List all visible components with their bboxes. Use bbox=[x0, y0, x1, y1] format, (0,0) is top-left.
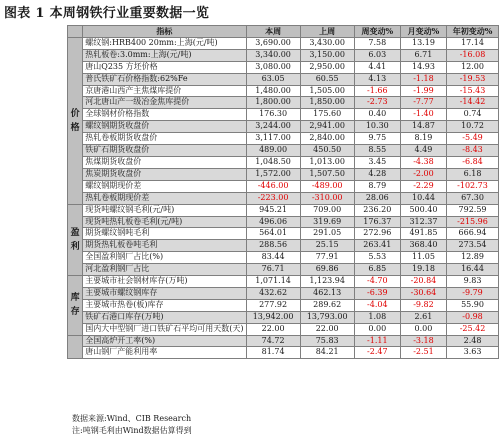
weekly-change-value: -4.70 bbox=[354, 276, 400, 288]
this-week-value: 3,244.00 bbox=[246, 121, 300, 133]
monthly-change-value: 8.19 bbox=[400, 133, 446, 145]
ytd-change-value: -6.84 bbox=[447, 156, 499, 168]
monthly-change-value: -7.77 bbox=[400, 97, 446, 109]
weekly-change-value: 0.00 bbox=[354, 323, 400, 335]
ytd-change-value: 273.54 bbox=[447, 240, 499, 252]
indicator-name: 主要城市螺纹钢库存 bbox=[83, 287, 246, 299]
monthly-change-value: -1.18 bbox=[400, 73, 446, 85]
this-week-value: 564.01 bbox=[246, 228, 300, 240]
table-row bbox=[68, 109, 499, 121]
indicator-name: 螺纹钢期货收盘价 bbox=[83, 121, 246, 133]
last-week-value: 13,793.00 bbox=[300, 311, 354, 323]
weekly-change-value: 4.13 bbox=[354, 73, 400, 85]
table-row bbox=[68, 192, 499, 204]
indicator-name: 唐山钢厂产能利用率 bbox=[83, 347, 246, 359]
monthly-change-value: -1.40 bbox=[400, 109, 446, 121]
table-row bbox=[68, 85, 499, 97]
monthly-change-value: 11.05 bbox=[400, 252, 446, 264]
last-week-value: 2,840.00 bbox=[300, 133, 354, 145]
header-ytd-change: 年初变动% bbox=[447, 26, 499, 38]
this-week-value: 22.00 bbox=[246, 323, 300, 335]
indicator-name: 全球钢材价格指数 bbox=[83, 109, 246, 121]
weekly-change-value: -6.39 bbox=[354, 287, 400, 299]
header-this-week: 本周 bbox=[246, 26, 300, 38]
ytd-change-value: -102.73 bbox=[447, 180, 499, 192]
last-week-value: 709.00 bbox=[300, 204, 354, 216]
table-row bbox=[68, 73, 499, 85]
monthly-change-value: 14.93 bbox=[400, 61, 446, 73]
weekly-change-value: 176.37 bbox=[354, 216, 400, 228]
table-row bbox=[68, 335, 499, 347]
table-row bbox=[68, 61, 499, 73]
this-week-value: 1,071.14 bbox=[246, 276, 300, 288]
monthly-change-value: -30.64 bbox=[400, 287, 446, 299]
last-week-value: 3,150.00 bbox=[300, 49, 354, 61]
monthly-change-value: -2.29 bbox=[400, 180, 446, 192]
indicator-name: 京唐港山西产主焦煤库提价 bbox=[83, 85, 246, 97]
last-week-value: 1,123.94 bbox=[300, 276, 354, 288]
ytd-change-value: -15.43 bbox=[447, 85, 499, 97]
indicator-name: 期货螺纹钢吨毛利 bbox=[83, 228, 246, 240]
monthly-change-value: 10.44 bbox=[400, 192, 446, 204]
weekly-change-value: 263.41 bbox=[354, 240, 400, 252]
monthly-change-value: 4.49 bbox=[400, 145, 446, 157]
monthly-change-value: 19.18 bbox=[400, 264, 446, 276]
monthly-change-value: 312.37 bbox=[400, 216, 446, 228]
page-title: 图表 1 本周钢铁行业重要数据一览 bbox=[4, 6, 210, 21]
this-week-value: 1,048.50 bbox=[246, 156, 300, 168]
indicator-name: 热轧卷板期现价差 bbox=[83, 192, 246, 204]
this-week-value: 277.92 bbox=[246, 299, 300, 311]
indicator-name: 现货吨螺纹钢毛利(元/吨) bbox=[83, 204, 246, 216]
this-week-value: 81.74 bbox=[246, 347, 300, 359]
ytd-change-value: 3.63 bbox=[447, 347, 499, 359]
this-week-value: 945.21 bbox=[246, 204, 300, 216]
this-week-value: 1,800.00 bbox=[246, 97, 300, 109]
ytd-change-value: -25.42 bbox=[447, 323, 499, 335]
table-header-row bbox=[68, 26, 499, 38]
monthly-change-value: -9.82 bbox=[400, 299, 446, 311]
indicator-name: 期货热轧板卷吨毛利 bbox=[83, 240, 246, 252]
monthly-change-value: -20.84 bbox=[400, 276, 446, 288]
indicator-name: 河北唐山产一级冶金焦库提价 bbox=[83, 97, 246, 109]
header-category bbox=[68, 26, 83, 38]
ytd-change-value: -9.79 bbox=[447, 287, 499, 299]
last-week-value: 450.50 bbox=[300, 145, 354, 157]
ytd-change-value: -5.49 bbox=[447, 133, 499, 145]
indicator-name: 唐山Q235 方坯价格 bbox=[83, 61, 246, 73]
this-week-value: 63.05 bbox=[246, 73, 300, 85]
table-row bbox=[68, 347, 499, 359]
last-week-value: 2,941.00 bbox=[300, 121, 354, 133]
weekly-change-value: 10.30 bbox=[354, 121, 400, 133]
category-cell: 盈 利 bbox=[68, 204, 83, 275]
ytd-change-value: -14.42 bbox=[447, 97, 499, 109]
weekly-change-value: 236.20 bbox=[354, 204, 400, 216]
table-row bbox=[68, 156, 499, 168]
table-row bbox=[68, 264, 499, 276]
last-week-value: 1,013.00 bbox=[300, 156, 354, 168]
last-week-value: 25.15 bbox=[300, 240, 354, 252]
category-cell bbox=[68, 335, 83, 359]
table-row bbox=[68, 299, 499, 311]
monthly-change-value: 13.19 bbox=[400, 37, 446, 49]
ytd-change-value: -19.53 bbox=[447, 73, 499, 85]
last-week-value: 2,950.00 bbox=[300, 61, 354, 73]
ytd-change-value: 9.83 bbox=[447, 276, 499, 288]
weekly-change-value: 272.96 bbox=[354, 228, 400, 240]
category-cell: 库 存 bbox=[68, 276, 83, 336]
weekly-change-value: -1.11 bbox=[354, 335, 400, 347]
this-week-value: 489.00 bbox=[246, 145, 300, 157]
ytd-change-value: 12.00 bbox=[447, 61, 499, 73]
table-row bbox=[68, 97, 499, 109]
this-week-value: 432.62 bbox=[246, 287, 300, 299]
monthly-change-value: -1.99 bbox=[400, 85, 446, 97]
indicator-name: 铁矿石期货收盘价 bbox=[83, 145, 246, 157]
last-week-value: 69.86 bbox=[300, 264, 354, 276]
last-week-value: 1,507.50 bbox=[300, 168, 354, 180]
weekly-change-value: 5.53 bbox=[354, 252, 400, 264]
this-week-value: 176.30 bbox=[246, 109, 300, 121]
monthly-change-value: 6.71 bbox=[400, 49, 446, 61]
this-week-value: 3,117.00 bbox=[246, 133, 300, 145]
category-cell: 价 格 bbox=[68, 37, 83, 204]
indicator-name: 主要城市热卷(板)库存 bbox=[83, 299, 246, 311]
indicator-name: 铁矿石港口库存(万吨) bbox=[83, 311, 246, 323]
table-row bbox=[68, 133, 499, 145]
table-row bbox=[68, 168, 499, 180]
last-week-value: 1,850.00 bbox=[300, 97, 354, 109]
last-week-value: -310.00 bbox=[300, 192, 354, 204]
ytd-change-value: 17.14 bbox=[447, 37, 499, 49]
monthly-change-value: 14.87 bbox=[400, 121, 446, 133]
this-week-value: 1,572.00 bbox=[246, 168, 300, 180]
source-note: 数据来源:Wind、CIB Research bbox=[72, 414, 192, 423]
indicator-name: 现货吨热轧板卷毛利(元/吨) bbox=[83, 216, 246, 228]
monthly-change-value: 491.85 bbox=[400, 228, 446, 240]
this-week-value: 3,080.00 bbox=[246, 61, 300, 73]
this-week-value: 74.72 bbox=[246, 335, 300, 347]
monthly-change-value: 0.00 bbox=[400, 323, 446, 335]
header-indicator: 指标 bbox=[83, 26, 246, 38]
weekly-change-value: 6.85 bbox=[354, 264, 400, 276]
table-row bbox=[68, 276, 499, 288]
ytd-change-value: -16.08 bbox=[447, 49, 499, 61]
last-week-value: 22.00 bbox=[300, 323, 354, 335]
this-week-value: 1,480.00 bbox=[246, 85, 300, 97]
table-row bbox=[68, 204, 499, 216]
ytd-change-value: 2.48 bbox=[447, 335, 499, 347]
last-week-value: 1,505.00 bbox=[300, 85, 354, 97]
indicator-name: 全国盈利钢厂占比(%) bbox=[83, 252, 246, 264]
this-week-value: 288.56 bbox=[246, 240, 300, 252]
this-week-value: 13,942.00 bbox=[246, 311, 300, 323]
ytd-change-value: 67.30 bbox=[447, 192, 499, 204]
table-row bbox=[68, 121, 499, 133]
monthly-change-value: -2.51 bbox=[400, 347, 446, 359]
header-weekly-change: 周变动% bbox=[354, 26, 400, 38]
monthly-change-value: 500.40 bbox=[400, 204, 446, 216]
ytd-change-value: -8.43 bbox=[447, 145, 499, 157]
weekly-change-value: -2.73 bbox=[354, 97, 400, 109]
header-last-week: 上周 bbox=[300, 26, 354, 38]
ytd-change-value: 55.90 bbox=[447, 299, 499, 311]
indicator-name: 焦炭期货收盘价 bbox=[83, 168, 246, 180]
last-week-value: 77.91 bbox=[300, 252, 354, 264]
weekly-change-value: 3.45 bbox=[354, 156, 400, 168]
this-week-value: 3,340.00 bbox=[246, 49, 300, 61]
indicator-name: 主要城市社会钢材库存(万吨) bbox=[83, 276, 246, 288]
this-week-value: -446.00 bbox=[246, 180, 300, 192]
ytd-change-value: 16.44 bbox=[447, 264, 499, 276]
weekly-change-value: 4.41 bbox=[354, 61, 400, 73]
table-row bbox=[68, 49, 499, 61]
indicator-name: 普氏铁矿石价格指数:62%Fe bbox=[83, 73, 246, 85]
weekly-change-value: 4.28 bbox=[354, 168, 400, 180]
table-row bbox=[68, 228, 499, 240]
weekly-change-value: 8.55 bbox=[354, 145, 400, 157]
weekly-change-value: 1.08 bbox=[354, 311, 400, 323]
indicator-name: 螺纹钢:HRB400 20mm:上海(元/吨) bbox=[83, 37, 246, 49]
monthly-change-value: -4.38 bbox=[400, 156, 446, 168]
ytd-change-value: 6.18 bbox=[447, 168, 499, 180]
weekly-change-value: -1.66 bbox=[354, 85, 400, 97]
this-week-value: 76.71 bbox=[246, 264, 300, 276]
indicator-name: 螺纹钢期现价差 bbox=[83, 180, 246, 192]
weekly-change-value: -4.04 bbox=[354, 299, 400, 311]
monthly-change-value: -2.00 bbox=[400, 168, 446, 180]
table-row bbox=[68, 240, 499, 252]
indicator-name: 国内大中型钢厂进口铁矿石平均可用天数(天) bbox=[83, 323, 246, 335]
ytd-change-value: 0.74 bbox=[447, 109, 499, 121]
ytd-change-value: 666.94 bbox=[447, 228, 499, 240]
data-table bbox=[67, 25, 499, 359]
last-week-value: 319.69 bbox=[300, 216, 354, 228]
last-week-value: 75.83 bbox=[300, 335, 354, 347]
this-week-value: -223.00 bbox=[246, 192, 300, 204]
last-week-value: 291.05 bbox=[300, 228, 354, 240]
table-row bbox=[68, 145, 499, 157]
ytd-change-value: -0.98 bbox=[447, 311, 499, 323]
monthly-change-value: 2.61 bbox=[400, 311, 446, 323]
this-week-value: 496.06 bbox=[246, 216, 300, 228]
ytd-change-value: 10.72 bbox=[447, 121, 499, 133]
weekly-change-value: 7.58 bbox=[354, 37, 400, 49]
table-row bbox=[68, 287, 499, 299]
weekly-change-value: -2.47 bbox=[354, 347, 400, 359]
indicator-name: 全国高炉开工率(%) bbox=[83, 335, 246, 347]
last-week-value: 84.21 bbox=[300, 347, 354, 359]
indicator-name: 热轧板卷:3.0mm:上海(元/吨) bbox=[83, 49, 246, 61]
last-week-value: 289.62 bbox=[300, 299, 354, 311]
table-row bbox=[68, 37, 499, 49]
monthly-change-value: 368.40 bbox=[400, 240, 446, 252]
table-row bbox=[68, 216, 499, 228]
table-row bbox=[68, 323, 499, 335]
ytd-change-value: 12.89 bbox=[447, 252, 499, 264]
header-monthly-change: 月变动% bbox=[400, 26, 446, 38]
weekly-change-value: 6.03 bbox=[354, 49, 400, 61]
last-week-value: -489.00 bbox=[300, 180, 354, 192]
table-row bbox=[68, 252, 499, 264]
this-week-value: 3,690.00 bbox=[246, 37, 300, 49]
indicator-name: 河北盈利钢厂占比 bbox=[83, 264, 246, 276]
table-row bbox=[68, 311, 499, 323]
last-week-value: 60.55 bbox=[300, 73, 354, 85]
table-row bbox=[68, 180, 499, 192]
weekly-change-value: 0.40 bbox=[354, 109, 400, 121]
indicator-name: 热轧卷板期货收盘价 bbox=[83, 133, 246, 145]
last-week-value: 462.13 bbox=[300, 287, 354, 299]
last-week-value: 175.60 bbox=[300, 109, 354, 121]
weekly-change-value: 8.79 bbox=[354, 180, 400, 192]
last-week-value: 3,430.00 bbox=[300, 37, 354, 49]
weekly-change-value: 9.75 bbox=[354, 133, 400, 145]
indicator-name: 焦煤期货收盘价 bbox=[83, 156, 246, 168]
ytd-change-value: -215.96 bbox=[447, 216, 499, 228]
footnote: 注:吨钢毛利由Wind数据估算得到 bbox=[72, 426, 192, 435]
monthly-change-value: -3.18 bbox=[400, 335, 446, 347]
weekly-change-value: 28.06 bbox=[354, 192, 400, 204]
ytd-change-value: 792.59 bbox=[447, 204, 499, 216]
this-week-value: 83.44 bbox=[246, 252, 300, 264]
